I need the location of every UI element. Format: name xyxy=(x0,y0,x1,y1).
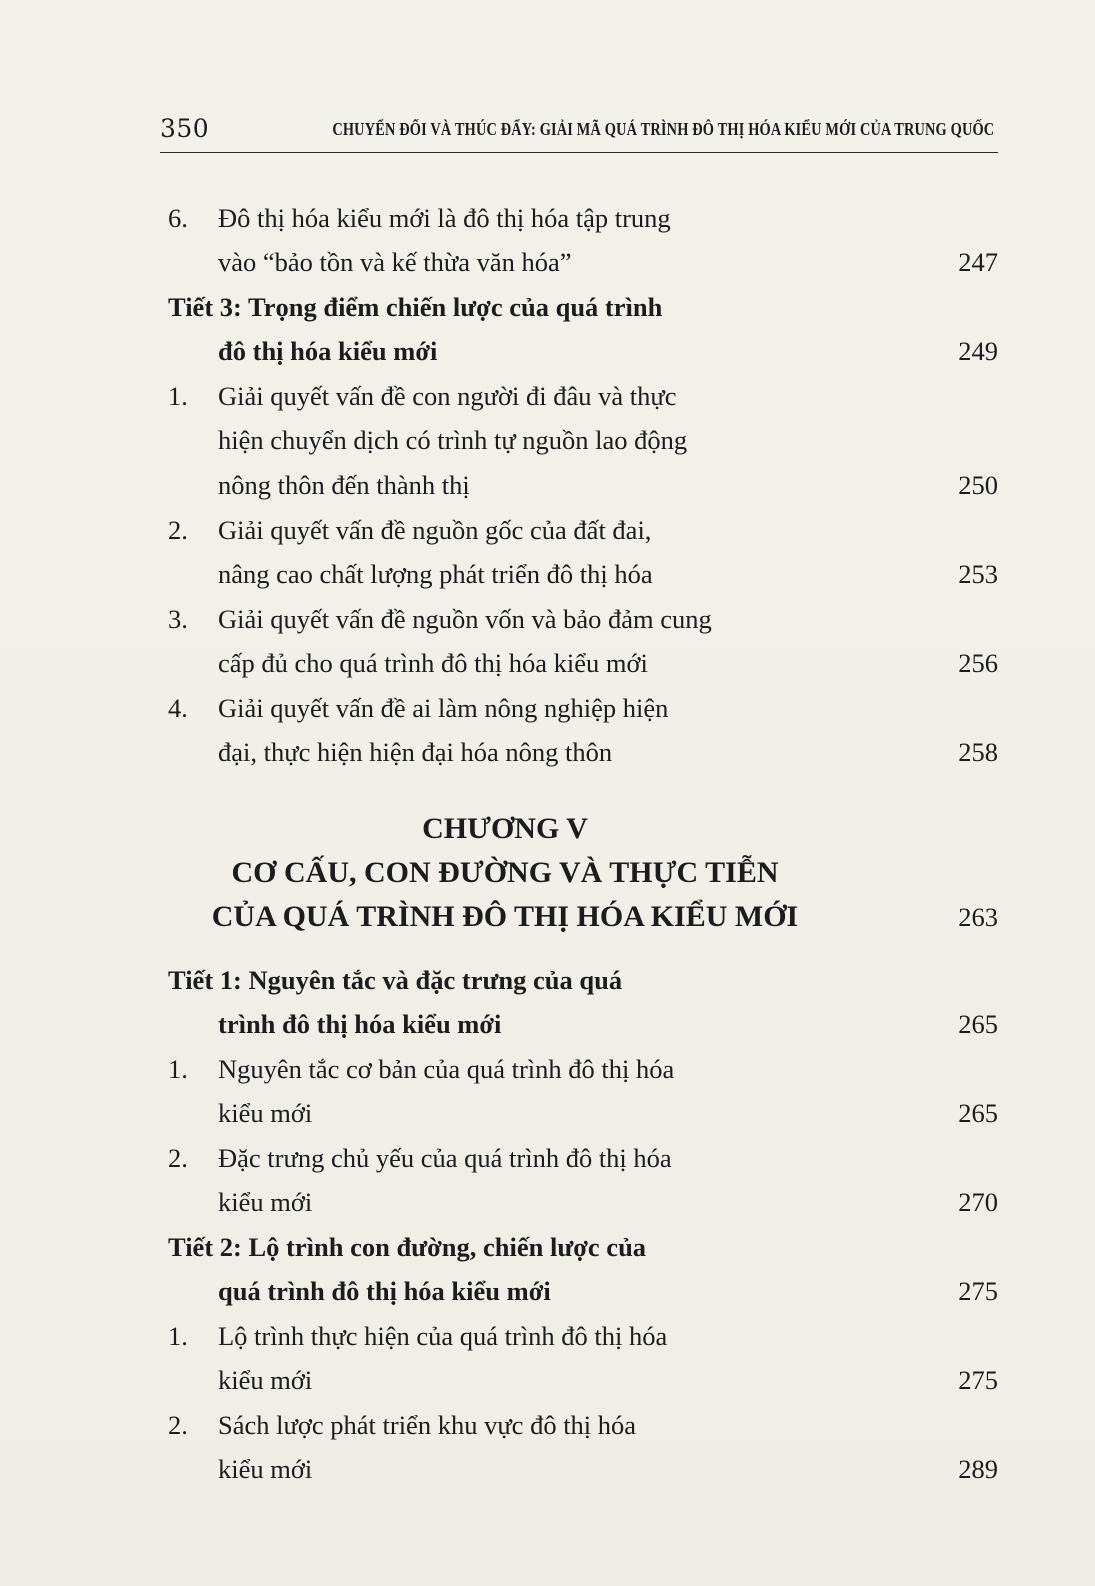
toc-text: quá trình đô thị hóa kiểu mới xyxy=(218,1276,551,1306)
toc-text: kiểu mới xyxy=(218,1098,313,1128)
toc-page: 275 xyxy=(958,1276,998,1306)
toc-number: 3. xyxy=(168,604,188,634)
toc-section-heading xyxy=(168,287,998,327)
toc-text: Đặc trưng chủ yếu của quá trình đô thị hóa xyxy=(218,1143,672,1173)
toc-number: 1. xyxy=(168,1321,188,1351)
toc-text: Giải quyết vấn đề nguồn gốc của đất đai, xyxy=(218,515,652,545)
toc-line xyxy=(168,376,998,416)
toc-text: Đô thị hóa kiểu mới là đô thị hóa tập trung xyxy=(218,203,671,233)
toc-section-heading xyxy=(168,331,998,371)
toc-line xyxy=(168,554,998,594)
toc-line xyxy=(168,465,998,505)
toc-text: đô thị hóa kiểu mới xyxy=(218,336,438,366)
toc-section-heading xyxy=(168,1227,998,1267)
toc-text: kiểu mới xyxy=(218,1454,313,1484)
toc-text: vào “bảo tồn và kế thừa văn hóa” xyxy=(218,247,572,277)
toc-line xyxy=(168,1316,998,1356)
toc-text: Lộ trình thực hiện của quá trình đô thị hóa xyxy=(218,1321,668,1351)
running-title: CHUYỂN ĐỔI VÀ THÚC ĐẨY: GIẢI MÃ QUÁ TRÌNH ĐÔ THỊ HÓA KIỂU MỚI CỦA TRUNG QUỐC xyxy=(331,119,994,139)
chapter-title-line-2: CỦA QUÁ TRÌNH ĐÔ THỊ HÓA KIỂU MỚI xyxy=(211,900,799,933)
toc-line xyxy=(168,510,998,550)
chapter-label: CHƯƠNG V xyxy=(422,812,588,845)
toc-text: Sách lược phát triển khu vực đô thị hóa xyxy=(218,1410,637,1440)
toc-number: 6. xyxy=(168,203,188,233)
toc-text: đại, thực hiện hiện đại hóa nông thôn xyxy=(218,737,613,767)
toc-text: Tiết 2: Lộ trình con đường, chiến lược của xyxy=(168,1232,647,1262)
toc-page: 253 xyxy=(958,559,998,589)
toc-page: 265 xyxy=(958,1098,998,1128)
toc-text: nông thôn đến thành thị xyxy=(218,470,470,500)
toc-number: 2. xyxy=(168,515,188,545)
toc-section-heading xyxy=(168,1271,998,1311)
toc-line xyxy=(168,732,998,772)
toc-text: kiểu mới xyxy=(218,1187,313,1217)
toc-page: 256 xyxy=(958,648,998,678)
toc-line xyxy=(168,1449,998,1489)
toc-line xyxy=(168,420,998,460)
toc-text: trình đô thị hóa kiểu mới xyxy=(218,1009,502,1039)
toc-section-heading xyxy=(168,1004,998,1044)
toc-page: 265 xyxy=(958,1009,998,1039)
toc-line xyxy=(168,1049,998,1089)
toc-line xyxy=(168,242,998,282)
toc-line xyxy=(168,1360,998,1400)
toc-text: Tiết 3: Trọng điểm chiến lược của quá trình xyxy=(168,292,663,322)
toc-text: Tiết 1: Nguyên tắc và đặc trưng của quá xyxy=(168,965,623,995)
toc-number: 1. xyxy=(168,1054,188,1084)
toc-page: 247 xyxy=(958,247,998,277)
toc-text: cấp đủ cho quá trình đô thị hóa kiểu mới xyxy=(218,648,648,678)
toc-line xyxy=(168,1405,998,1445)
toc-page: 275 xyxy=(958,1365,998,1395)
toc-page: 270 xyxy=(958,1187,998,1217)
toc-text: kiểu mới xyxy=(218,1365,313,1395)
toc-line xyxy=(168,1093,998,1133)
toc-text: nâng cao chất lượng phát triển đô thị hóa xyxy=(218,559,653,589)
page-number: 350 xyxy=(160,114,210,143)
toc-page: 289 xyxy=(958,1454,998,1484)
toc-line xyxy=(168,1182,998,1222)
toc-number: 2. xyxy=(168,1410,188,1440)
toc-line xyxy=(168,198,998,238)
toc-line xyxy=(168,599,998,639)
toc-text: Giải quyết vấn đề nguồn vốn và bảo đảm cung xyxy=(218,604,712,634)
toc-line xyxy=(168,1138,998,1178)
toc-text: Giải quyết vấn đề con người đi đâu và thực xyxy=(218,381,677,411)
toc-line xyxy=(168,688,998,728)
toc-number: 4. xyxy=(168,693,188,723)
toc-text: Giải quyết vấn đề ai làm nông nghiệp hiện xyxy=(218,693,669,723)
toc-number: 2. xyxy=(168,1143,188,1173)
toc-text: hiện chuyển dịch có trình tự nguồn lao động xyxy=(218,425,688,455)
toc-section-heading xyxy=(168,960,998,1000)
chapter-title-line-1: CƠ CẤU, CON ĐƯỜNG VÀ THỰC TIỄN xyxy=(231,856,779,889)
toc-text: Nguyên tắc cơ bản của quá trình đô thị hóa xyxy=(218,1054,675,1084)
toc-page: 258 xyxy=(958,737,998,767)
toc-page: 249 xyxy=(958,336,998,366)
toc-number: 1. xyxy=(168,381,188,411)
toc-page: 250 xyxy=(958,470,998,500)
toc-line xyxy=(168,643,998,683)
chapter-page: 263 xyxy=(958,902,998,932)
